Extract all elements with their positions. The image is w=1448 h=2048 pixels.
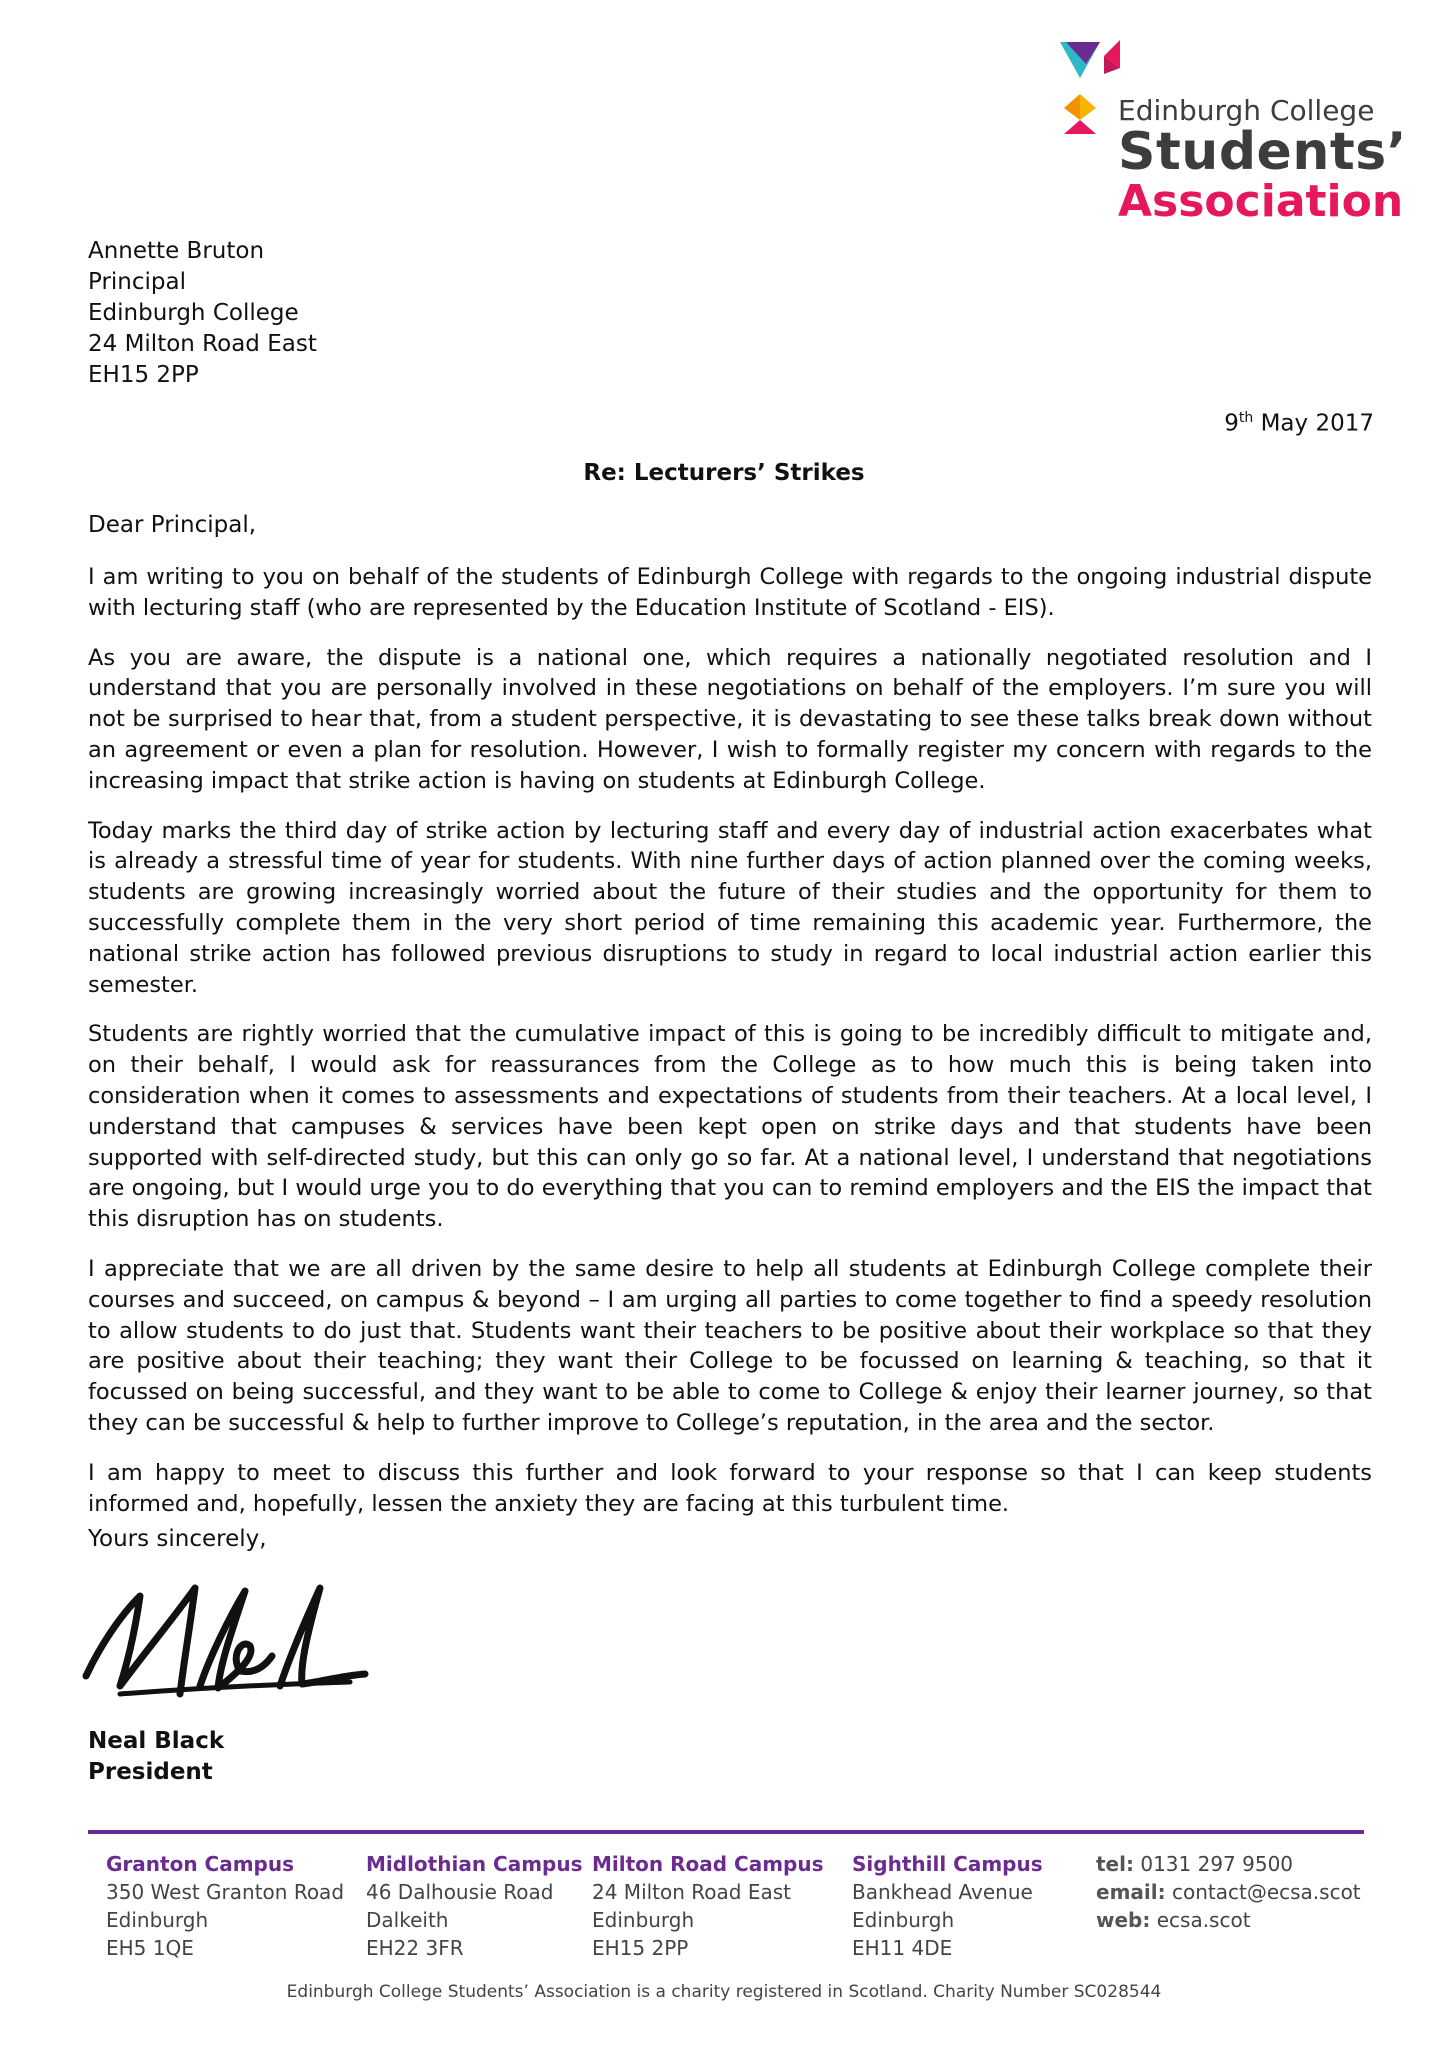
date-month-year: May 2017 — [1253, 410, 1374, 437]
body-paragraph: I am writing to you on behalf of the students of Edinburgh College with regards to the ongoing industrial dispute with lecturing staff (who are represented by the Education Institute of Scotland - EIS). — [88, 564, 1372, 621]
contact-email — [1096, 1878, 1361, 1906]
signature-icon — [80, 1576, 380, 1706]
recipient-name: Annette Bruton — [88, 238, 265, 264]
logo-line-college: Edinburgh College — [1118, 94, 1375, 127]
campus-address-line: 24 Milton Road East — [592, 1880, 791, 1904]
handwritten-signature — [80, 1576, 380, 1710]
closing: Yours sincerely, — [88, 1526, 267, 1552]
campus-address-line: Dalkeith — [366, 1908, 449, 1932]
campus-address-line: EH15 2PP — [592, 1936, 689, 1960]
campus-address-line: EH11 4DE — [852, 1936, 953, 1960]
letter-date — [1224, 410, 1374, 437]
letter-body — [88, 562, 1372, 1538]
footer-contact — [1096, 1850, 1361, 1934]
signer-title: President — [88, 1759, 213, 1785]
campus-name: Midlothian Campus — [366, 1852, 583, 1876]
contact-tel — [1096, 1850, 1361, 1878]
body-paragraph: I appreciate that we are all driven by the same desire to help all students at Edinburgh College complete their courses and succeed, on campus & beyond – I am urging all parties to come together to find a speedy resolution to allow students to do just that. Students want their teachers to be positive about their workplace so that they are positive about their teaching; they want their College to be focussed on learning & teaching, so that it focussed on being successful, and they want to be able to come to College & enjoy their learner journey, so that they can be successful & help to further improve to College’s reputation, in the area and the sector. — [88, 1255, 1372, 1436]
footer-campus-granton — [106, 1850, 344, 1962]
recipient-title: Principal — [88, 269, 187, 295]
campus-name: Granton Campus — [106, 1852, 294, 1876]
logo-line-association: Association — [1118, 176, 1404, 227]
campus-address-line: Edinburgh — [106, 1908, 209, 1932]
campus-address-line: Bankhead Avenue — [852, 1880, 1033, 1904]
campus-address-line: Edinburgh — [592, 1908, 695, 1932]
recipient-postcode: EH15 2PP — [88, 362, 199, 388]
recipient-organisation: Edinburgh College — [88, 300, 299, 326]
tel-value: 0131 297 9500 — [1140, 1852, 1294, 1876]
email-label: email: — [1096, 1880, 1166, 1904]
campus-address-line: 46 Dalhousie Road — [366, 1880, 554, 1904]
recipient-street: 24 Milton Road East — [88, 331, 317, 357]
date-suffix: th — [1238, 410, 1254, 426]
ecsa-logo — [1060, 38, 1407, 227]
campus-address-line: EH22 3FR — [366, 1936, 464, 1960]
charity-notice: Edinburgh College Students’ Association is a charity registered in Scotland. Charity Number SC028544 — [286, 1982, 1162, 2002]
signer-name: Neal Black — [88, 1728, 225, 1754]
body-paragraph: As you are aware, the dispute is a national one, which requires a nationally negotiated resolution and I understand that you are personally involved in these negotiations on behalf of the employers. I’m sure you will not be surprised to hear that, from a student perspective, it is devastating to see these talks break down without an agreement or even a plan for resolution. However, I wish to formally register my concern with regards to the increasing impact that strike action is having on students at Edinburgh College. — [88, 644, 1372, 794]
email-value: contact@ecsa.scot — [1171, 1880, 1361, 1904]
letter-subject: Re: Lecturers’ Strikes — [583, 460, 865, 486]
campus-address-line: 350 West Granton Road — [106, 1880, 345, 1904]
web-value: ecsa.scot — [1156, 1908, 1251, 1932]
body-paragraph: Students are rightly worried that the cumulative impact of this is going to be incredibly difficult to mitigate and, on their behalf, I would ask for reassurances from the College as to how much this is being taken into consideration when it comes to assessments and expectations of students from their teachers. At a local level, I understand that campuses & services have been kept open on strike days and that students have been supported with self-directed study, but this can only go so far. At a national level, I understand that negotiations are ongoing, but I would urge you to do everything that you can to remind employers and the EIS the impact that this disruption has on students. — [88, 1021, 1372, 1233]
salutation: Dear Principal, — [88, 512, 257, 538]
logo-line-students: Students’ — [1118, 122, 1407, 182]
body-paragraph: I am happy to meet to discuss this further and look forward to your response so that I can keep students informed and, hopefully, lessen the anxiety they are facing at this turbulent time. — [88, 1459, 1372, 1517]
campus-name: Milton Road Campus — [592, 1852, 824, 1876]
signer-block — [88, 1726, 224, 1788]
body-paragraph: Today marks the third day of strike action by lecturing staff and every day of industrial action exacerbates what is already a stressful time of year for students. With nine further days of action planned over the coming weeks, students are growing increasingly worried about the future of their studies and the opportunity for them to successfully complete them in the very short period of time remaining this academic year. Furthermore, the national strike action has followed previous disruptions to study in regard to local industrial action earlier this semester. — [88, 817, 1372, 998]
footer-campus-midlothian — [366, 1850, 583, 1962]
web-label: web: — [1096, 1908, 1151, 1932]
recipient-address — [88, 236, 317, 391]
campus-address-line: Edinburgh — [852, 1908, 955, 1932]
date-day: 9 — [1224, 410, 1239, 437]
footer-divider — [88, 1830, 1364, 1834]
campus-name: Sighthill Campus — [852, 1852, 1043, 1876]
campus-address-line: EH5 1QE — [106, 1936, 194, 1960]
footer-campus-milton-road — [592, 1850, 824, 1962]
footer-campus-sighthill — [852, 1850, 1043, 1962]
tel-label: tel: — [1096, 1852, 1134, 1876]
contact-web — [1096, 1906, 1361, 1934]
